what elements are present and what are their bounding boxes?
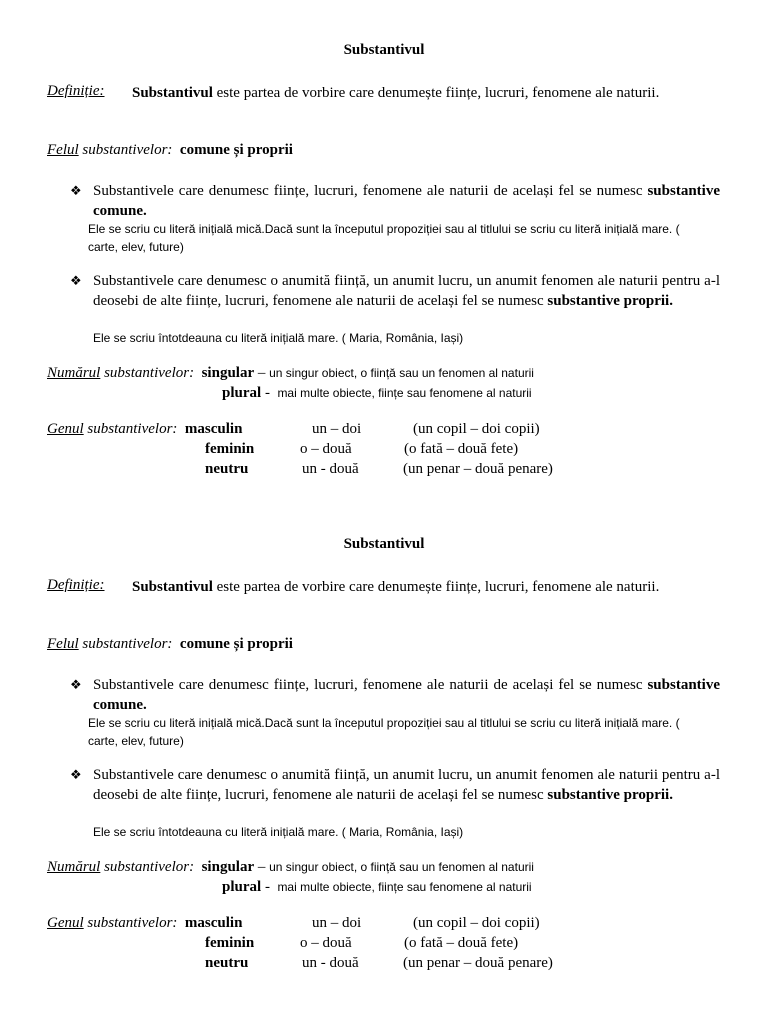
neutru-label: neutru — [205, 955, 249, 971]
diamond-bullet-icon: ❖ — [70, 767, 82, 782]
felul-line: Felul substantivelor: comune și proprii — [47, 142, 293, 158]
diamond-bullet-icon: ❖ — [70, 677, 82, 692]
note-comune: Ele se scriu cu literă inițială mică.Dacă sunt la începutul propoziției sau al titlului se scriu cu literă inițială mare. ( carte, elev, future) — [88, 222, 680, 254]
plural-line: plural - mai multe obiecte, ființe sau fenomene al naturii — [222, 879, 532, 895]
substantiv-section — [0, 494, 768, 984]
plural-label: plural — [222, 879, 262, 895]
definition-label: Definiție: — [47, 577, 105, 593]
masculin-example: (un copil – doi copii) — [413, 915, 540, 931]
definition-term: Substantivul — [132, 85, 213, 101]
section-title: Substantivul — [343, 536, 425, 552]
neutru-form: un - două — [302, 461, 359, 477]
felul-value: comune și proprii — [179, 636, 293, 652]
feminin-form: o – două — [300, 441, 352, 457]
definition-text: Substantivul este partea de vorbire care denumește ființe, lucruri, fenomene ale naturii. — [132, 579, 660, 595]
definition-label: Definiție: — [47, 83, 105, 99]
neutru-example: (un penar – două penare) — [403, 461, 553, 477]
definition-text: Substantivul este partea de vorbire care denumește ființe, lucruri, fenomene ale naturii. — [132, 85, 660, 101]
numarul-line: Numărul substantivelor: singular – un singur obiect, o ființă sau un fenomen al naturii — [47, 365, 534, 381]
singular-desc: un singur obiect, o ființă sau un fenomen al naturii — [269, 366, 534, 380]
substantiv-section — [0, 0, 768, 490]
plural-label: plural — [222, 385, 262, 401]
masculin-example: (un copil – doi copii) — [413, 421, 540, 437]
singular-desc: un singur obiect, o ființă sau un fenomen al naturii — [269, 860, 534, 874]
genul-line: Genul substantivelor: masculin — [47, 915, 243, 931]
feminin-example: (o fată – două fete) — [404, 441, 519, 457]
neutru-label: neutru — [205, 461, 249, 477]
feminin-example: (o fată – două fete) — [404, 935, 519, 951]
note-proprii: Ele se scriu întotdeauna cu literă inițială mare. ( Maria, România, Iași) — [93, 331, 464, 345]
singular-label: singular — [201, 365, 255, 381]
neutru-form: un - două — [302, 955, 359, 971]
bullet-proprii: ❖ Substantivele care denumesc o anumită ființă, un anumit lucru, un anumit fenomen ale naturii pentru a-l deosebi de alte ființe, lucruri, fenomene ale naturii de același fel se numesc substantive proprii. — [70, 273, 720, 309]
masculin-form: un – doi — [312, 421, 362, 437]
diamond-bullet-icon: ❖ — [70, 273, 82, 288]
masculin-label: masculin — [184, 915, 243, 931]
note-comune: Ele se scriu cu literă inițială mică.Dacă sunt la începutul propoziției sau al titlului se scriu cu literă inițială mare. ( carte, elev, future) — [88, 716, 680, 748]
bullet-comune: ❖ Substantivele care denumesc ființe, lucruri, fenomene ale naturii de același fel se numesc substantive comune. — [70, 677, 720, 713]
felul-value: comune și proprii — [179, 142, 293, 158]
section-title: Substantivul — [343, 42, 425, 58]
bullet-comune: ❖ Substantivele care denumesc ființe, lucruri, fenomene ale naturii de același fel se numesc substantive comune. — [70, 183, 720, 219]
singular-label: singular — [201, 859, 255, 875]
feminin-form: o – două — [300, 935, 352, 951]
note-proprii: Ele se scriu întotdeauna cu literă inițială mare. ( Maria, România, Iași) — [93, 825, 464, 839]
feminin-label: feminin — [205, 935, 255, 951]
bullet-proprii: ❖ Substantivele care denumesc o anumită ființă, un anumit lucru, un anumit fenomen ale naturii pentru a-l deosebi de alte ființe, lucruri, fenomene ale naturii de același fel se numesc substantive proprii. — [70, 767, 720, 803]
plural-desc: mai multe obiecte, ființe sau fenomene al naturii — [277, 386, 532, 400]
felul-line: Felul substantivelor: comune și proprii — [47, 636, 293, 652]
masculin-label: masculin — [184, 421, 243, 437]
feminin-label: feminin — [205, 441, 255, 457]
genul-line: Genul substantivelor: masculin — [47, 421, 243, 437]
diamond-bullet-icon: ❖ — [70, 183, 82, 198]
plural-desc: mai multe obiecte, ființe sau fenomene al naturii — [277, 880, 532, 894]
numarul-line: Numărul substantivelor: singular – un singur obiect, o ființă sau un fenomen al naturii — [47, 859, 534, 875]
plural-line: plural - mai multe obiecte, ființe sau fenomene al naturii — [222, 385, 532, 401]
definition-term: Substantivul — [132, 579, 213, 595]
masculin-form: un – doi — [312, 915, 362, 931]
neutru-example: (un penar – două penare) — [403, 955, 553, 971]
